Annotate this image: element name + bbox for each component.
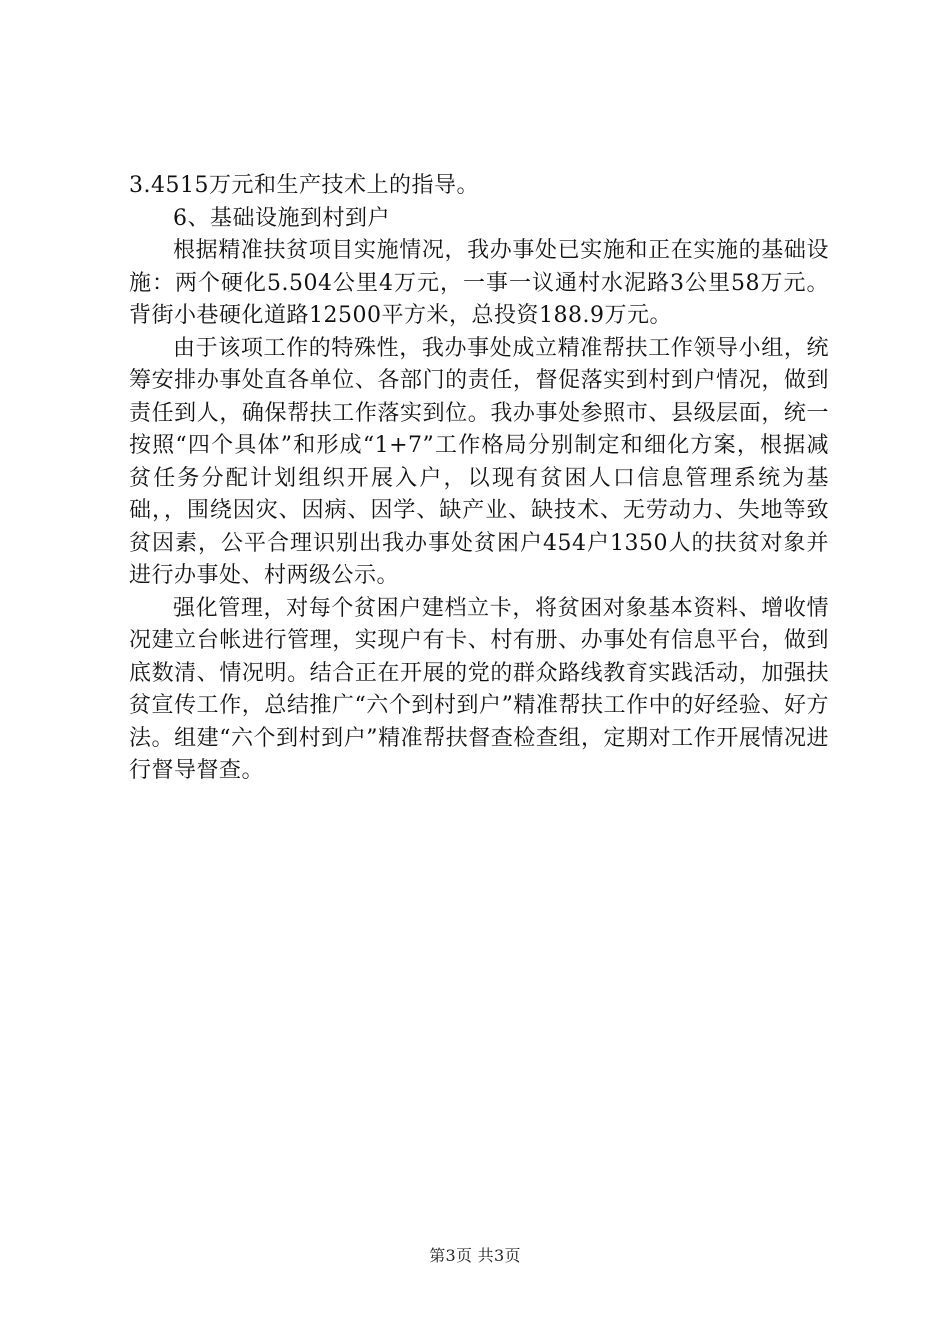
paragraph: 由于该项工作的特殊性，我办事处成立精准帮扶工作领导小组，统筹安排办事处直各单位、各部门的责任，督促落实到村到户情况，做到责任到人，确保帮扶工作落实到位。我办事处参照市、县级层面，统一按照“四个具体”和形成“1+7”工作格局分别制定和细化方案，根据减贫任务分配计划组织开展入户，以现有贫困人口信息管理系统为基础，，围绕因灾、因病、因学、缺产业、缺技术、无劳动力、失地等致贫因素，公平合理识别出我办事处贫困户454户1350人的扶贫对象并进行办事处、村两级公示。 [129, 335, 829, 588]
section-heading: 6、基础设施到村到户 [173, 205, 390, 231]
paragraph: 根据精准扶贫项目实施情况，我办事处已实施和正在实施的基础设施：两个硬化5.504公里4万元，一事一议通村水泥路3公里58万元。背街小巷硬化道路12500平方米，总投资188.9万元。 [129, 238, 829, 328]
page-footer: 第3页 共3页 [429, 1246, 521, 1265]
document-body [129, 170, 829, 788]
paragraph-continuation: 3.4515万元和生产技术上的指导。 [129, 173, 479, 198]
paragraph: 强化管理，对每个贫困户建档立卡，将贫困对象基本资料、增收情况建立台帐进行管理，实现户有卡、村有册、办事处有信息平台，做到底数清、情况明。结合正在开展的党的群众路线教育实践活动，加强扶贫宣传工作，总结推广“六个到村到户”精准帮扶工作中的好经验、好方法。组建“六个到村到户”精准帮扶督查检查组，定期对工作开展情况进行督导督查。 [129, 595, 829, 783]
